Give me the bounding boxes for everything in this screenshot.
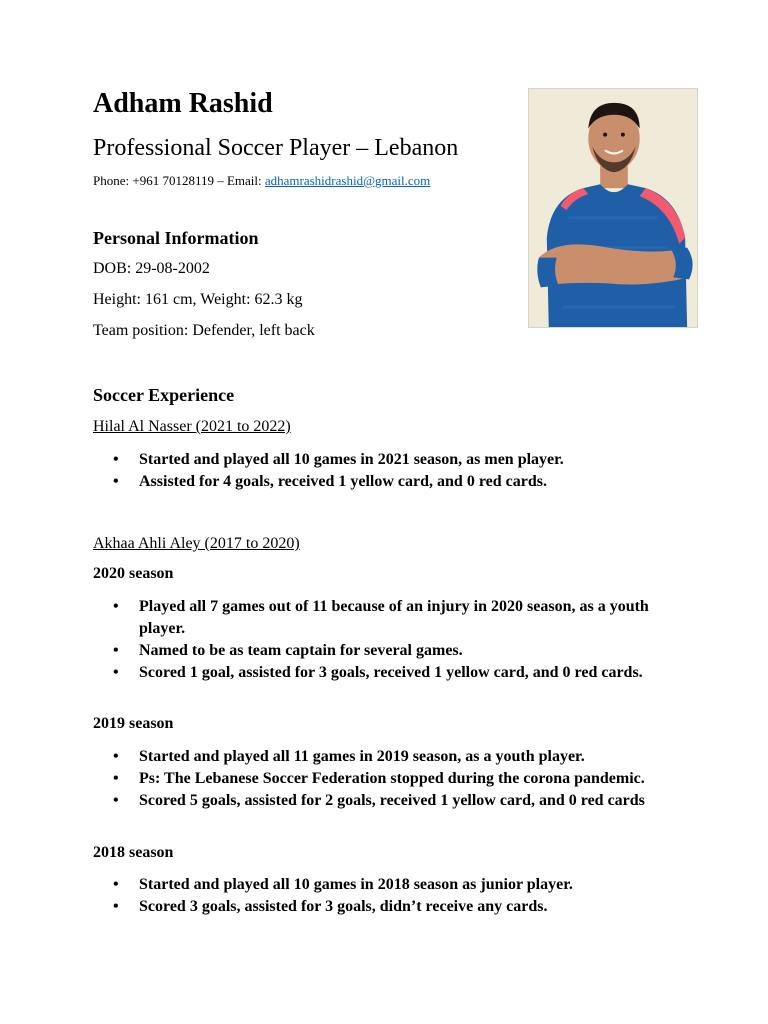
team-akhaa-ahli-aley: Akhaa Ahli Aley (2017 to 2020) [93, 535, 300, 552]
team-position-line: Team position: Defender, left back [93, 322, 315, 339]
list-item: • Scored 3 goals, assisted for 3 goals, didn’t receive any cards. [93, 896, 653, 918]
list-item: • Scored 5 goals, assisted for 2 goals, received 1 yellow card, and 0 red cards [93, 790, 653, 812]
player-subtitle: Professional Soccer Player – Lebanon [93, 135, 459, 161]
list-item: • Played all 7 games out of 11 because of an injury in 2020 season, as a youth player. [93, 596, 653, 640]
list-item: • Started and played all 10 games in 2018 season as junior player. [93, 874, 653, 896]
personal-info-heading: Personal Information [93, 228, 259, 248]
player-photo-illustration [529, 89, 697, 327]
dob-line: DOB: 29-08-2002 [93, 260, 210, 277]
team-hilal-al-nasser: Hilal Al Nasser (2021 to 2022) [93, 418, 291, 435]
season-2018-label: 2018 season [93, 844, 174, 861]
list-item: • Started and played all 11 games in 2019 season, as a youth player. [93, 746, 653, 768]
height-weight-line: Height: 161 cm, Weight: 62.3 kg [93, 291, 303, 308]
season-2020-label: 2020 season [93, 565, 174, 582]
list-item: • Named to be as team captain for several games. [93, 640, 653, 662]
list-item: • Assisted for 4 goals, received 1 yellow card, and 0 red cards. [93, 471, 653, 493]
list-item: • Scored 1 goal, assisted for 3 goals, received 1 yellow card, and 0 red cards. [93, 662, 653, 684]
player-photo [528, 88, 698, 328]
soccer-experience-heading: Soccer Experience [93, 385, 235, 405]
season-2018-bullets [93, 874, 653, 918]
season-2020-bullets [93, 596, 653, 684]
player-name: Adham Rashid [93, 88, 273, 119]
contact-phone: Phone: +961 70128119 – Email: [93, 173, 265, 188]
list-item: • Started and played all 10 games in 2021 season, as men player. [93, 449, 653, 471]
email-link[interactable]: adhamrashidrashid@gmail.com [264, 173, 431, 188]
team1-bullets [93, 449, 653, 493]
contact-line [93, 172, 430, 190]
list-item: • Ps: The Lebanese Soccer Federation stopped during the corona pandemic. [93, 768, 653, 790]
season-2019-bullets [93, 746, 653, 812]
season-2019-label: 2019 season [93, 715, 174, 732]
